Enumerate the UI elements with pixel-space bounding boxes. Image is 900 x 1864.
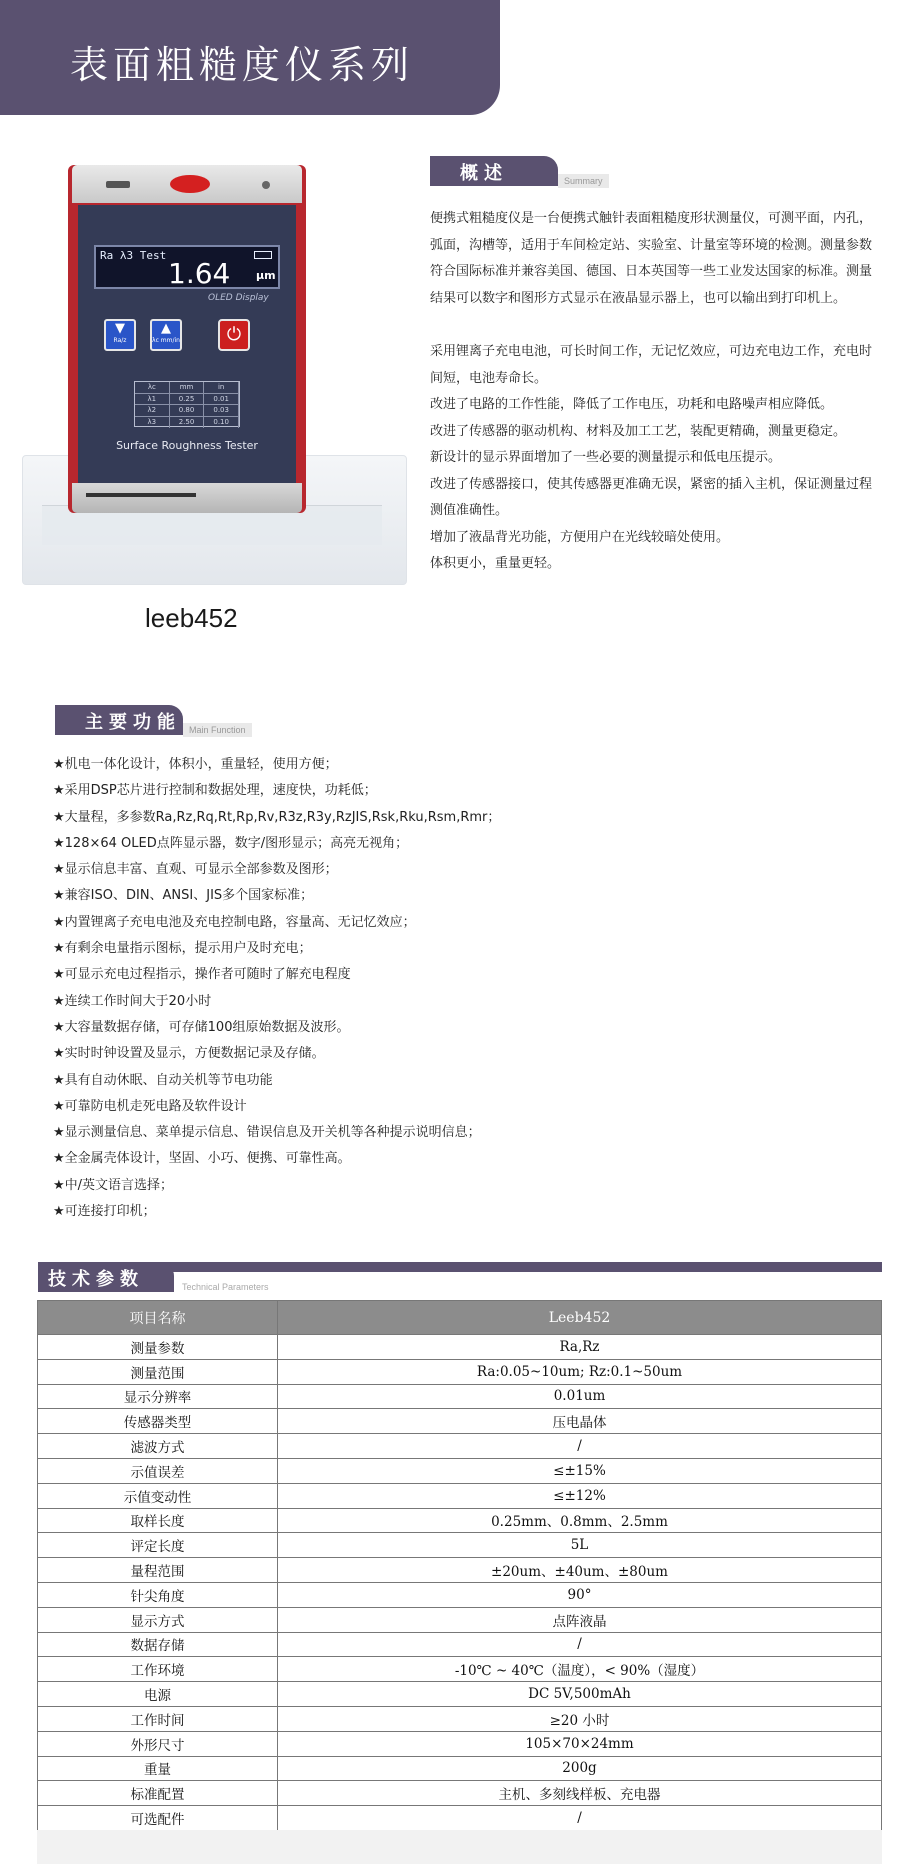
summary-line: 改进了传感器的驱动机构、材料及加工工艺，装配更精确，测量更稳定。 [430, 423, 847, 439]
param-name: 测量范围 [38, 1359, 278, 1384]
param-name: 外形尺寸 [38, 1731, 278, 1756]
function-item: ★大量程，多参数Ra,Rz,Rq,Rt,Rp,Rv,R3z,R3y,RzJIS,Rsk,Rku,Rsm,Rmr； [53, 809, 501, 825]
table-row [38, 1335, 882, 1360]
param-name: 标准配置 [38, 1781, 278, 1806]
lcd-unit: μm [256, 269, 276, 282]
param-name: 针尖角度 [38, 1582, 278, 1607]
summary-line: 增加了液晶背光功能，方便用户在光线较暗处使用。 [430, 529, 730, 545]
params-subtitle: Technical Parameters [182, 1282, 269, 1292]
table-row [38, 1632, 882, 1657]
param-name: 取样长度 [38, 1508, 278, 1533]
header-cell: 项目名称 [38, 1301, 278, 1335]
table-row [38, 1409, 882, 1434]
param-name: 数据存储 [38, 1632, 278, 1657]
summary-tab: 概述 [430, 156, 558, 186]
param-value: ±20um、±40um、±80um [278, 1558, 882, 1583]
function-item: ★内置锂离子充电电池及充电控制电路，容量高、无记忆效应； [53, 914, 416, 930]
table-row [38, 1706, 882, 1731]
header-cell: Leeb452 [278, 1301, 882, 1335]
power-icon: ⏻ [226, 324, 242, 345]
function-item: ★中/英文语言选择； [53, 1177, 174, 1193]
red-knob [170, 175, 210, 193]
param-value: 90° [278, 1582, 882, 1607]
power-button [218, 319, 250, 351]
param-name: 滤波方式 [38, 1434, 278, 1459]
table-row [38, 1483, 882, 1508]
param-name: 工作环境 [38, 1657, 278, 1682]
summary-line: 采用锂离子充电电池，可长时间工作，无记忆效应，可边充电边工作，充电时间短，电池寿命长。 [430, 344, 873, 386]
function-item: ★具有自动休眠、自动关机等节电功能 [53, 1072, 273, 1088]
param-value: Ra,Rz [278, 1335, 882, 1360]
battery-icon [254, 251, 272, 259]
table-row [38, 1458, 882, 1483]
page-title: 表面粗糙度仪系列 [70, 43, 415, 87]
panel-title: Surface Roughness Tester [116, 439, 258, 452]
table-header-row [38, 1301, 882, 1335]
summary-line: 新设计的显示界面增加了一些必要的测量提示和低电压提示。 [430, 450, 782, 465]
param-value: / [278, 1806, 882, 1831]
function-item: ★可靠防电机走死电路及软件设计 [53, 1098, 247, 1114]
oled-screen [94, 245, 280, 289]
table-row [38, 1582, 882, 1607]
param-value: 0.25mm、0.8mm、2.5mm [278, 1508, 882, 1533]
param-value: -10℃ ~ 40℃（温度），< 90%（湿度） [278, 1657, 882, 1682]
lcd-status-line: Ra λ3 Test [100, 249, 167, 262]
function-item: ★大容量数据存储，可存储100组原始数据及波形。 [53, 1019, 350, 1035]
param-value: 点阵液晶 [278, 1607, 882, 1632]
function-item: ★机电一体化设计，体积小，重量轻，使用方便； [53, 757, 338, 772]
param-value: 200g [278, 1756, 882, 1781]
table-row [38, 1781, 882, 1806]
param-name: 电源 [38, 1682, 278, 1707]
functions-subtitle: Main Function [183, 723, 252, 737]
param-name: 示值误差 [38, 1458, 278, 1483]
param-name: 量程范围 [38, 1558, 278, 1583]
param-value: Ra:0.05~10um; Rz:0.1~50um [278, 1359, 882, 1384]
function-item: ★全金属壳体设计，坚固、小巧、便携、可靠性高。 [53, 1151, 351, 1167]
table-row [38, 1806, 882, 1831]
param-name: 评定长度 [38, 1533, 278, 1558]
summary-paragraph: 便携式粗糙度仪是一台便携式触针表面粗糙度形状测量仪，可测平面，内孔，弧面，沟槽等，适用于车间检定站、实验室、计量室等环境的检测。测量参数符合国际标准并兼容美国、德国、日本英国等一些工业发达国家的标准。测量结果可以数字和图形方式显示在液晶显示器上，也可以输出到打印机上。 [430, 211, 873, 306]
down-triangle-icon: ▼ [115, 321, 125, 336]
table-row [38, 1731, 882, 1756]
param-value: DC 5V,500mAh [278, 1682, 882, 1707]
title-banner [0, 0, 500, 115]
table-row [38, 1508, 882, 1533]
param-name: 显示分辨率 [38, 1384, 278, 1409]
param-value: 105×70×24mm [278, 1731, 882, 1756]
summary-line: 体积更小，重量更轻。 [430, 556, 561, 571]
param-value: ≥20 小时 [278, 1706, 882, 1731]
functions-tab: 主要功能 [55, 705, 183, 735]
oled-label: OLED Display [208, 293, 269, 303]
footer-background [37, 1830, 882, 1864]
param-name: 可选配件 [38, 1806, 278, 1831]
params-tab: 技术参数 [38, 1262, 174, 1292]
function-item: ★连续工作时间大于20小时 [53, 993, 212, 1009]
up-triangle-icon: ▲ [161, 321, 171, 336]
table-row [38, 1607, 882, 1632]
table-row [38, 1657, 882, 1682]
param-value: 5L [278, 1533, 882, 1558]
tester-device [68, 165, 306, 513]
table-row [38, 1533, 882, 1558]
usb-port [106, 181, 130, 188]
param-name: 显示方式 [38, 1607, 278, 1632]
cutoff-grid: λc mm in λ1 0.25 0.01 λ2 0.80 0.03 λ3 2.50 0.10 [134, 381, 240, 427]
device-bottom [72, 483, 302, 513]
pin-dot [262, 181, 270, 189]
lcd-reading: 1.64 [168, 257, 231, 290]
functions-list [53, 752, 753, 1225]
function-item: ★实时时钟设置及显示，方便数据记录及存储。 [53, 1046, 325, 1062]
table-row [38, 1384, 882, 1409]
summary-subtitle: Summary [558, 174, 609, 188]
probe-slot [86, 493, 196, 497]
param-value: 0.01um [278, 1384, 882, 1409]
function-item: ★采用DSP芯片进行控制和数据处理，速度快，功耗低； [53, 783, 377, 799]
summary-line: 改进了传感器接口，使其传感器更准确无误，紧密的插入主机，保证测量过程测值准确性。 [430, 476, 873, 518]
table-row [38, 1558, 882, 1583]
param-value: / [278, 1434, 882, 1459]
function-item: ★兼容ISO、DIN、ANSI、JIS多个国家标准； [53, 888, 314, 904]
function-item: ★显示测量信息、菜单提示信息、错误信息及开关机等各种提示说明信息； [53, 1125, 481, 1141]
param-value: ≤±12% [278, 1483, 882, 1508]
device-top-cap [72, 165, 302, 203]
table-row [38, 1682, 882, 1707]
cutoff-button [150, 319, 182, 351]
param-name: 工作时间 [38, 1706, 278, 1731]
param-name: 重量 [38, 1756, 278, 1781]
param-value: / [278, 1632, 882, 1657]
param-name: 传感器类型 [38, 1409, 278, 1434]
summary-line: 改进了电路的工作性能，降低了工作电压，功耗和电路噪声相应降低。 [430, 397, 834, 412]
param-value: 主机、多刻线样板、充电器 [278, 1781, 882, 1806]
ra-rz-label: Ra/z [113, 337, 127, 344]
table-row [38, 1359, 882, 1384]
function-item: ★可连接打印机； [53, 1204, 156, 1220]
param-value: 压电晶体 [278, 1409, 882, 1434]
product-image [22, 155, 407, 585]
table-row [38, 1434, 882, 1459]
cutoff-label: λc mm/in [152, 337, 180, 344]
ra-rz-button [104, 319, 136, 351]
function-item: ★可显示充电过程指示，操作者可随时了解充电程度 [53, 967, 351, 983]
param-name: 示值变动性 [38, 1483, 278, 1508]
param-name: 测量参数 [38, 1335, 278, 1360]
param-value: ≤±15% [278, 1458, 882, 1483]
params-table [37, 1300, 882, 1831]
function-item: ★有剩余电量指示图标，提示用户及时充电； [53, 941, 312, 957]
table-row [38, 1756, 882, 1781]
summary-text [430, 206, 882, 578]
model-caption: leeb452 [145, 603, 238, 633]
function-item: ★显示信息丰富、直观、可显示全部参数及图形； [53, 862, 338, 878]
front-panel [78, 205, 296, 483]
function-item: ★128×64 OLED点阵显示器，数字/图形显示；高亮无视角； [53, 835, 409, 851]
